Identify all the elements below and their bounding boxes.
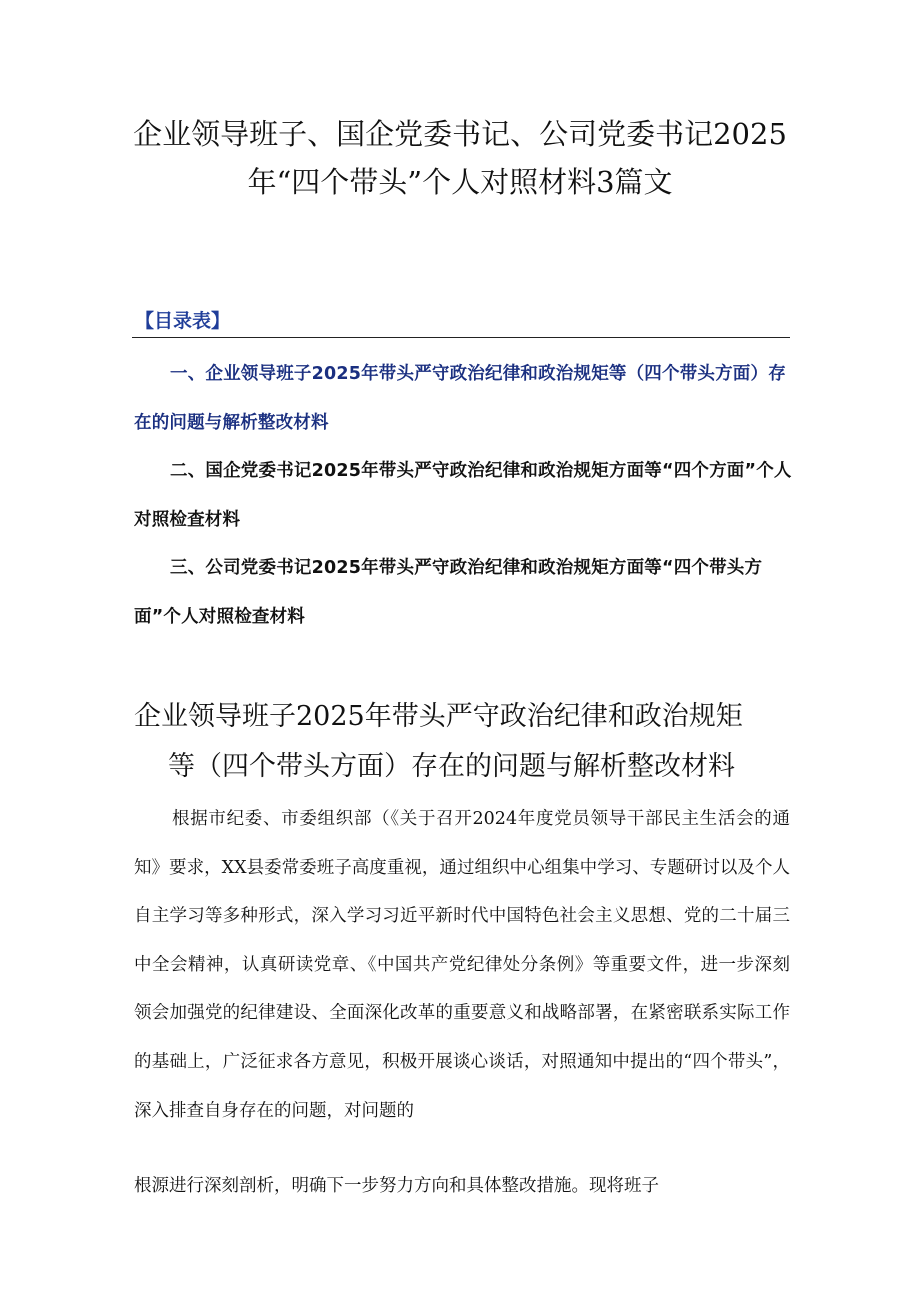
toc-label: 【目录表】: [135, 310, 231, 332]
toc-item-1[interactable]: 一、企业领导班子2025年带头严守政治纪律和政治规矩等（四个带头方面）存在的问题与解析整改材料: [134, 364, 786, 433]
body-paragraph-1: 根据市纪委、市委组织部（《关于召开2024年度党员领导干部民主生活会的通知》要求，XX县委常委班子高度重视，通过组织中心组集中学习、专题研讨以及个人自主学习等多种形式，深入学习习近平新时代中国特色社会主义思想、党的二十届三中全会精神，认真研读党章、《中国共产党纪律处分条例》等重要文件，进一步深刻领会加强党的纪律建设、全面深化改革的重要意义和战略部署，在紧密联系实际工作的基础上，广泛征求各方意见，积极开展谈心谈话，对照通知中提出的“四个带头”，深入排查自身存在的问题，对问题的: [134, 809, 790, 1121]
document-title-line-2: 年“四个带头”个人对照材料3篇文: [247, 165, 673, 199]
toc-item-2[interactable]: 二、国企党委书记2025年带头严守政治纪律和政治规矩方面等“四个方面”个人对照检查材料: [134, 461, 792, 530]
body-paragraph-2: 根源进行深刻剖析，明确下一步努力方向和具体整改措施。现将班子: [134, 1176, 659, 1196]
document-title: [100, 110, 820, 206]
section-title-line-2: 等（四个带头方面）存在的问题与解析整改材料: [168, 751, 735, 782]
section-title-line-1: 企业领导班子2025年带头严守政治纪律和政治规矩: [134, 701, 743, 732]
document-title-line-1: 企业领导班子、国企党委书记、公司党委书记2025: [133, 117, 787, 151]
table-of-contents: [134, 350, 794, 641]
toc-divider: [132, 337, 790, 338]
toc-item-3[interactable]: 三、公司党委书记2025年带头严守政治纪律和政治规矩方面等“四个带头方面”个人对照检查材料: [134, 558, 763, 627]
section-title: [130, 692, 790, 792]
